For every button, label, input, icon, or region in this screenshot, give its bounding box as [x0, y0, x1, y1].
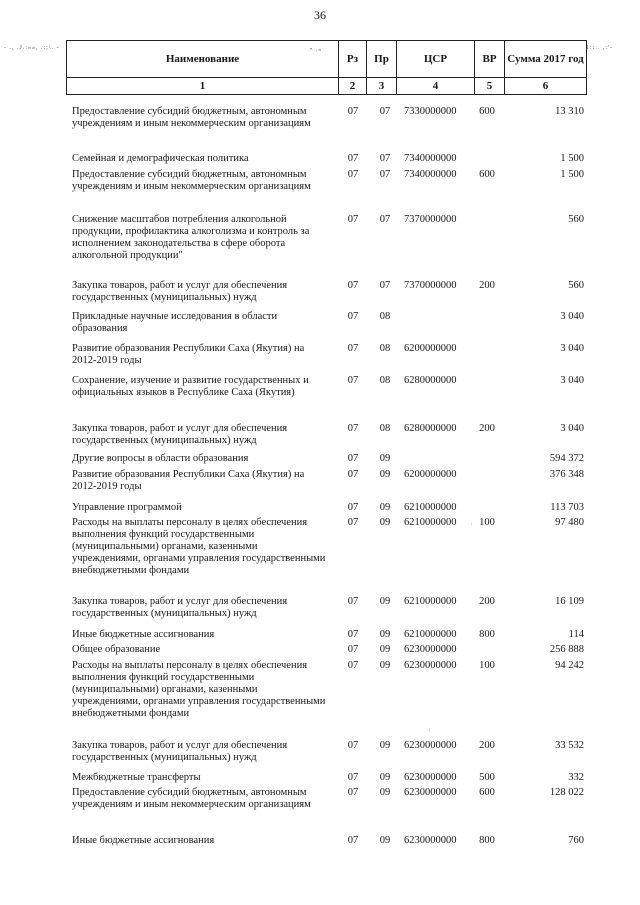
row-name-line: Предоставление субсидий бюджетным, автономным	[72, 787, 307, 798]
row-name	[72, 787, 334, 811]
row-sum: 256 888	[549, 644, 584, 655]
page-number: 36	[314, 8, 326, 22]
row-name-line: Расходы на выплаты персоналу в целях обеспечения	[72, 660, 308, 671]
row-name-line: Закупка товаров, работ и услуг для обеспечения	[72, 423, 288, 434]
row-name	[72, 106, 334, 130]
row-sum: 1 500	[560, 153, 584, 164]
row-vr: 200	[479, 740, 495, 751]
row-name	[72, 596, 334, 620]
row-name-line: Управление программой	[72, 502, 182, 513]
row-name	[72, 311, 334, 335]
row-rz: 07	[347, 835, 359, 846]
row-name	[72, 835, 334, 847]
row-name-line: учреждениям и иным некоммерческим организациям	[72, 118, 311, 129]
row-rz: 07	[347, 169, 359, 180]
row-sum: 97 480	[555, 517, 584, 528]
row-pr: 09	[379, 629, 391, 640]
row-pr: 07	[379, 214, 391, 225]
row-name-line: алкогольной продукции"	[72, 250, 183, 261]
row-name-line: государственных (муниципальных) нужд	[72, 752, 257, 763]
header-sum: Сумма 2017 год	[505, 41, 587, 78]
row-name	[72, 502, 334, 514]
row-csr: 6210000000	[404, 502, 457, 513]
row-name-line: Предоставление субсидий бюджетным, автономным	[72, 169, 307, 180]
row-name	[72, 343, 334, 367]
row-name	[72, 469, 334, 493]
row-vr: 200	[479, 596, 495, 607]
scan-speck: ·	[470, 520, 473, 529]
row-name-line: Иные бюджетные ассигнования	[72, 629, 215, 640]
row-rz: 07	[347, 311, 359, 322]
row-name-line: Развитие образования Республики Саха (Якутия) на	[72, 343, 305, 354]
row-pr: 07	[379, 153, 391, 164]
row-name-line: Развитие образования Республики Саха (Якутия) на	[72, 469, 305, 480]
row-rz: 07	[347, 214, 359, 225]
row-rz: 07	[347, 453, 359, 464]
row-pr: 09	[379, 835, 391, 846]
row-rz: 07	[347, 502, 359, 513]
row-csr: 7340000000	[404, 153, 457, 164]
row-pr: 08	[379, 375, 391, 386]
row-sum: 114	[568, 629, 584, 640]
row-vr: 600	[479, 106, 495, 117]
row-rz: 07	[347, 153, 359, 164]
row-csr: 6230000000	[404, 835, 457, 846]
row-pr: 09	[379, 453, 391, 464]
row-pr: 09	[379, 502, 391, 513]
scan-speck: ·	[428, 726, 431, 735]
row-name-line: (муниципальными) органами, казенными	[72, 541, 258, 552]
row-name-line: 2012-2019 годы	[72, 481, 142, 492]
row-name-line: Общее образование	[72, 644, 161, 655]
row-sum: 760	[568, 835, 584, 846]
row-name-line: учреждениями, органами управления государственными	[72, 553, 326, 564]
row-vr: 500	[479, 772, 495, 783]
row-pr: 07	[379, 280, 391, 291]
row-sum: 128 022	[549, 787, 584, 798]
row-sum: 332	[568, 772, 584, 783]
row-name-line: Закупка товаров, работ и услуг для обеспечения	[72, 740, 288, 751]
row-pr: 09	[379, 787, 391, 798]
row-rz: 07	[347, 629, 359, 640]
row-rz: 07	[347, 644, 359, 655]
row-name-line: Иные бюджетные ассигнования	[72, 835, 215, 846]
row-name-line: продукции, профилактика алкоголизма и контроль за	[72, 226, 310, 237]
row-sum: 3 040	[560, 423, 584, 434]
row-name-line: исполнением законодательства в сфере оборота	[72, 238, 286, 249]
row-rz: 07	[347, 772, 359, 783]
row-csr: 6210000000	[404, 517, 457, 528]
row-csr: 6230000000	[404, 787, 457, 798]
row-csr: 7370000000	[404, 214, 457, 225]
header-pr: Пр	[367, 41, 397, 78]
row-name-line: Сохранение, изучение и развитие государственных и	[72, 375, 309, 386]
row-name	[72, 740, 334, 764]
row-pr: 09	[379, 772, 391, 783]
row-csr: 6280000000	[404, 423, 457, 434]
row-pr: 09	[379, 740, 391, 751]
row-name-line: 2012-2019 годы	[72, 355, 142, 366]
row-rz: 07	[347, 343, 359, 354]
row-sum: 3 040	[560, 343, 584, 354]
margin-noise-mid: • .«	[310, 47, 323, 53]
row-name	[72, 629, 334, 641]
row-pr: 07	[379, 106, 391, 117]
row-rz: 07	[347, 280, 359, 291]
row-sum: 16 109	[555, 596, 584, 607]
row-csr: 6280000000	[404, 375, 457, 386]
row-sum: 560	[568, 280, 584, 291]
row-vr: 800	[479, 835, 495, 846]
row-name-line: Закупка товаров, работ и услуг для обеспечения	[72, 596, 288, 607]
row-name-line: выполнения функций государственными	[72, 529, 255, 540]
row-name	[72, 772, 334, 784]
row-vr: 200	[479, 280, 495, 291]
row-name-line: государственных (муниципальных) нужд	[72, 608, 257, 619]
column-number: 4	[397, 78, 475, 95]
column-number: 5	[475, 78, 505, 95]
row-rz: 07	[347, 596, 359, 607]
row-sum: 560	[568, 214, 584, 225]
row-csr: 7340000000	[404, 169, 457, 180]
row-name	[72, 517, 334, 577]
column-number: 3	[367, 78, 397, 95]
row-pr: 07	[379, 169, 391, 180]
row-rz: 07	[347, 423, 359, 434]
row-vr: 600	[479, 787, 495, 798]
row-name	[72, 660, 334, 720]
row-name	[72, 280, 334, 304]
column-number: 6	[505, 78, 587, 95]
row-vr: 100	[479, 517, 495, 528]
row-pr: 09	[379, 596, 391, 607]
row-name-line: Предоставление субсидий бюджетным, автономным	[72, 106, 307, 117]
row-pr: 08	[379, 423, 391, 434]
row-sum: 3 040	[560, 375, 584, 386]
row-csr: 6200000000	[404, 343, 457, 354]
row-vr: 200	[479, 423, 495, 434]
row-name	[72, 214, 334, 262]
row-name-line: Расходы на выплаты персоналу в целях обеспечения	[72, 517, 308, 528]
row-rz: 07	[347, 106, 359, 117]
row-name-line: внебюджетными фондами	[72, 565, 190, 576]
row-csr: 6210000000	[404, 596, 457, 607]
row-name-line: Прикладные научные исследования в области	[72, 311, 278, 322]
row-pr: 08	[379, 311, 391, 322]
row-sum: 13 310	[555, 106, 584, 117]
row-name-line: Межбюджетные трансферты	[72, 772, 201, 783]
row-sum: 1 500	[560, 169, 584, 180]
row-name-line: (муниципальными) органами, казенными	[72, 684, 258, 695]
row-csr: 6230000000	[404, 644, 457, 655]
row-name-line: Другие вопросы в области образования	[72, 453, 249, 464]
row-name-line: выполнения функций государственными	[72, 672, 255, 683]
row-vr: 600	[479, 169, 495, 180]
row-rz: 07	[347, 787, 359, 798]
column-number: 1	[67, 78, 339, 95]
row-name	[72, 644, 334, 656]
row-sum: 33 532	[555, 740, 584, 751]
row-sum: 376 348	[549, 469, 584, 480]
row-pr: 08	[379, 343, 391, 354]
row-name	[72, 423, 334, 447]
row-csr: 7370000000	[404, 280, 457, 291]
row-rz: 07	[347, 740, 359, 751]
table-header	[66, 40, 587, 95]
row-csr: 6230000000	[404, 660, 457, 671]
row-name-line: Снижение масштабов потребления алкогольной	[72, 214, 287, 225]
row-name-line: Закупка товаров, работ и услуг для обеспечения	[72, 280, 288, 291]
row-name-line: государственных (муниципальных) нужд	[72, 292, 257, 303]
row-rz: 07	[347, 469, 359, 480]
row-csr: 6200000000	[404, 469, 457, 480]
row-sum: 594 372	[549, 453, 584, 464]
row-pr: 09	[379, 517, 391, 528]
row-pr: 09	[379, 644, 391, 655]
row-rz: 07	[347, 375, 359, 386]
row-name-line: государственных (муниципальных) нужд	[72, 435, 257, 446]
margin-noise-right: 1:;.. ,:'-	[586, 45, 614, 51]
header-csr: ЦСР	[397, 41, 475, 78]
header-vr: ВР	[475, 41, 505, 78]
row-name-line: внебюджетными фондами	[72, 708, 190, 719]
row-name	[72, 169, 334, 193]
row-name	[72, 453, 334, 465]
row-sum: 113 703	[550, 502, 584, 513]
margin-noise-left: - ., .J.:»», .:;\. -	[4, 45, 60, 51]
row-name-line: учреждениям и иным некоммерческим организациям	[72, 799, 311, 810]
row-sum: 94 242	[555, 660, 584, 671]
row-pr: 09	[379, 469, 391, 480]
row-csr: 6230000000	[404, 772, 457, 783]
row-name-line: Семейная и демографическая политика	[72, 153, 249, 164]
column-number: 2	[339, 78, 367, 95]
row-name-line: официальных языков в Республике Саха (Якутия)	[72, 387, 295, 398]
row-name-line: учреждениям и иным некоммерческим организациям	[72, 181, 311, 192]
row-csr: 6210000000	[404, 629, 457, 640]
row-name-line: образования	[72, 323, 128, 334]
row-csr: 7330000000	[404, 106, 457, 117]
row-name-line: учреждениями, органами управления государственными	[72, 696, 326, 707]
row-vr: 100	[479, 660, 495, 671]
row-vr: 800	[479, 629, 495, 640]
header-rz: Рз	[339, 41, 367, 78]
row-name	[72, 375, 334, 399]
row-name	[72, 153, 334, 165]
row-csr: 6230000000	[404, 740, 457, 751]
row-rz: 07	[347, 660, 359, 671]
row-pr: 09	[379, 660, 391, 671]
row-sum: 3 040	[560, 311, 584, 322]
header-name: Наименование	[67, 41, 339, 78]
row-rz: 07	[347, 517, 359, 528]
